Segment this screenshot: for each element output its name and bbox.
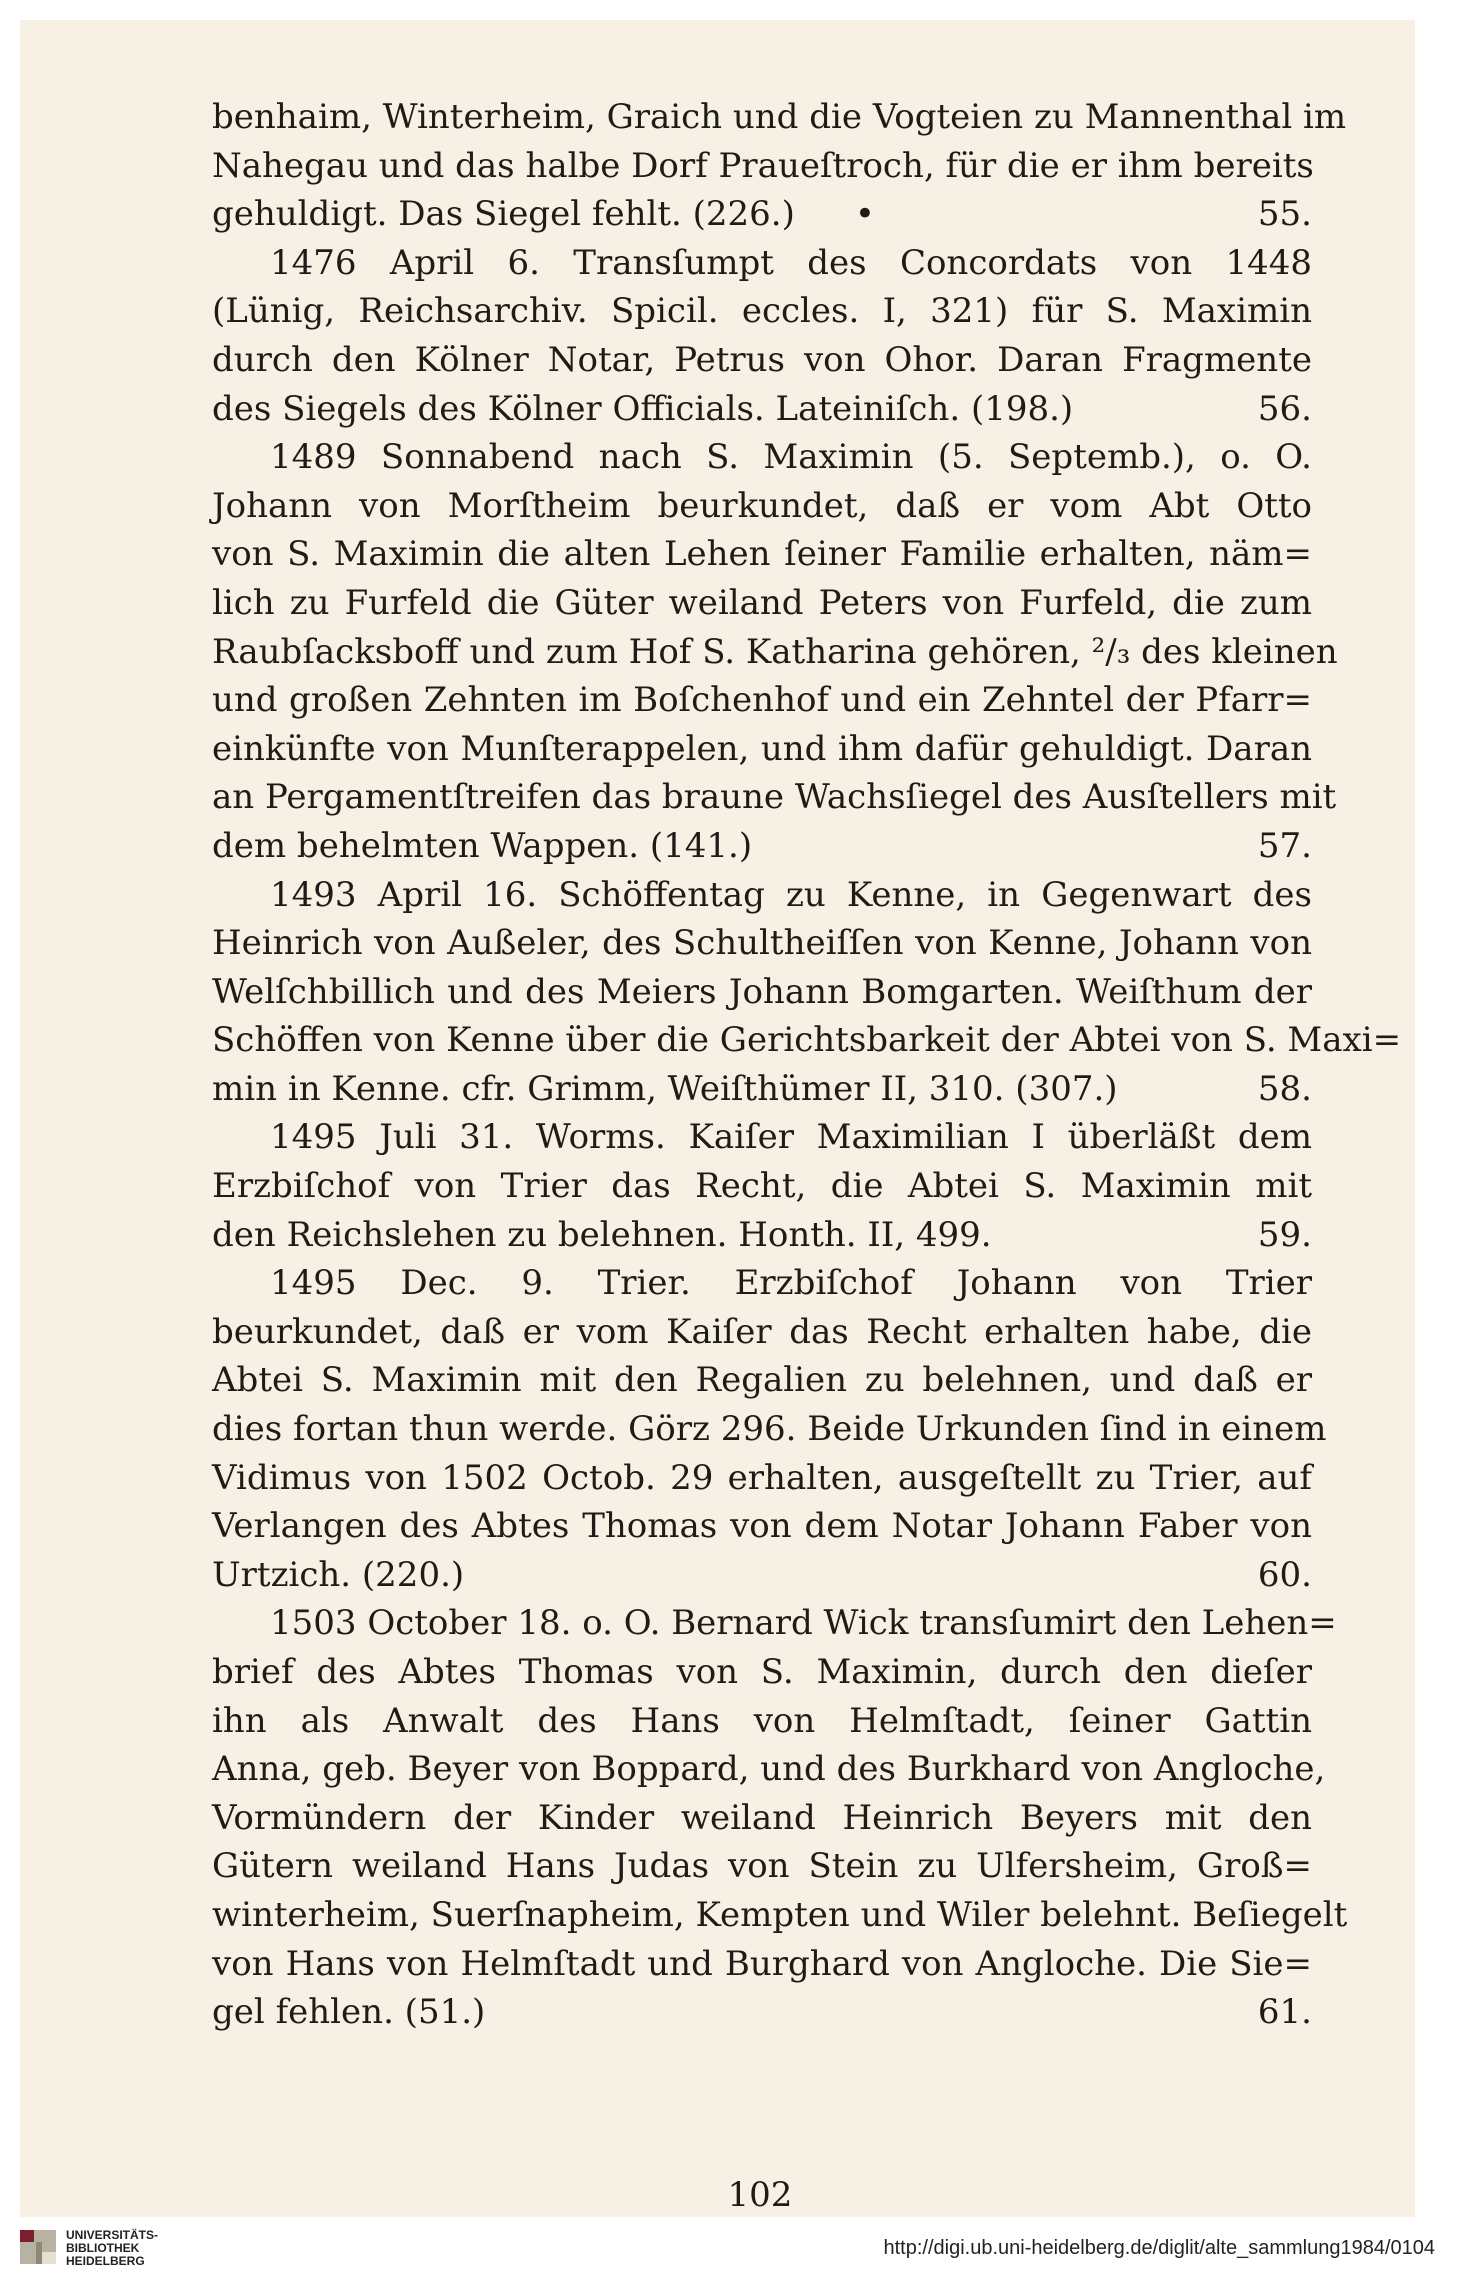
text-line: Raubſacksboff und zum Hof S. Katharina gehören, ²/₃ des kleinen <box>212 631 1338 672</box>
line-text: Urtzich. (220.) <box>212 1554 465 1595</box>
line-text: gel fehlen. (51.) <box>212 1992 486 2033</box>
entry-number: 60. <box>1257 1554 1312 1595</box>
text-line: benhaim, Winterheim, Graich und die Vogteien zu Mannenthal im <box>212 97 1347 137</box>
line-text: den Reichslehen zu belehnen. Honth. II, 499. <box>212 1214 992 1255</box>
line-text: dem behelmten Wappen. (141.) <box>212 825 753 866</box>
text-line: winterheim, Suerſnapheim, Kempten und Wiler belehnt. Beſiegelt <box>212 1894 1348 1935</box>
text-line: Vormündern der Kinder weiland Heinrich Beyers mit den <box>212 1797 1312 1838</box>
text-line: und großen Zehnten im Boſchenhof und ein Zehntel der Pfarr= <box>212 680 1312 721</box>
entry-number: 55. <box>1257 194 1312 235</box>
text-line: 1495 Dec. 9. Trier. Erzbiſchof Johann von Trier <box>270 1263 1312 1304</box>
text-line <box>212 1988 1312 2037</box>
entry-number: 56. <box>1257 388 1312 429</box>
text-line: dies fortan thun werde. Görz 296. Beide Urkunden ſind in einem <box>212 1409 1327 1450</box>
text-line <box>212 1211 1312 1260</box>
entry-number: 57. <box>1257 825 1312 866</box>
text-line <box>212 1065 1312 1114</box>
text-line: Welſchbillich und des Meiers Johann Bomgarten. Weiſthum der <box>212 971 1312 1012</box>
text-line: Nahegau und das halbe Dorf Praueſtroch, für die er ihm bereits <box>212 145 1314 186</box>
entry-number: 59. <box>1257 1214 1312 1255</box>
text-line: Abtei S. Maximin mit den Regalien zu belehnen, und daß er <box>212 1360 1312 1401</box>
line-text: gehuldigt. Das Siegel fehlt. (226.) <box>212 194 795 235</box>
text-line: brief des Abtes Thomas von S. Maximin, durch den dieſer <box>212 1652 1312 1692</box>
text-line: beurkundet, daß er vom Kaiſer das Recht erhalten habe, die <box>212 1311 1312 1352</box>
text-line: Schöffen von Kenne über die Gerichtsbarkeit der Abtei von S. Maxi= <box>212 1020 1402 1061</box>
text-line: Verlangen des Abtes Thomas von dem Notar Johann Faber von <box>212 1506 1312 1547</box>
text-line <box>212 190 1312 239</box>
text-line: 1493 April 16. Schöffentag zu Kenne, in Gegenwart des <box>270 874 1312 915</box>
text-line: 1503 October 18. o. O. Bernard Wick transſumirt den Lehen= <box>270 1603 1337 1644</box>
text-line <box>212 1551 1312 1600</box>
text-line <box>212 385 1312 434</box>
line-text: des Siegels des Kölner Officials. Lateiniſch. (198.) <box>212 388 1074 429</box>
source-url-link[interactable]: http://digi.ub.uni-heidelberg.de/diglit/alte_sammlung1984/0104 <box>883 2237 1435 2259</box>
text-line: Anna, geb. Beyer von Boppard, und des Burkhard von Angloche, <box>212 1749 1326 1790</box>
text-line: 1495 Juli 31. Worms. Kaiſer Maximilian I überläßt dem <box>270 1117 1312 1158</box>
text-line: von S. Maximin die alten Lehen ſeiner Familie erhalten, näm= <box>212 534 1312 575</box>
text-line: durch den Kölner Notar, Petrus von Ohor. Daran Fragmente <box>212 339 1312 380</box>
text-line: Vidimus von 1502 Octob. 29 erhalten, ausgeſtellt zu Trier, auf <box>212 1457 1312 1498</box>
text-line: an Pergamentſtreifen das braune Wachsſiegel des Ausſtellers mit <box>212 777 1337 818</box>
text-line: lich zu Furfeld die Güter weiland Peters von Furfeld, die zum <box>212 582 1312 623</box>
line-text: min in Kenne. cfr. Grimm, Weiſthümer II, 310. (307.) <box>212 1068 1118 1109</box>
text-line: (Lünig, Reichsarchiv. Spicil. eccles. I, 321) für S. Maximin <box>212 291 1312 332</box>
text-line: ihn als Anwalt des Hans von Helmſtadt, ſeiner Gattin <box>212 1700 1312 1741</box>
text-line: einkünfte von Munſterappelen, und ihm dafür gehuldigt. Daran <box>212 728 1312 769</box>
text-line: 1489 Sonnabend nach S. Maximin (5. Septemb.), o. O. <box>270 437 1312 478</box>
page-number: 102 <box>727 2175 793 2215</box>
bullet-mark: • <box>854 194 875 235</box>
text-line: Heinrich von Außeler, des Schultheiſſen von Kenne, Johann von <box>212 923 1312 964</box>
entry-number: 58. <box>1257 1068 1312 1109</box>
library-name-line: UNIVERSITÄTS- <box>66 2228 159 2242</box>
text-line: von Hans von Helmſtadt und Burghard von Angloche. Die Sie= <box>212 1943 1312 1984</box>
library-name <box>66 2229 158 2268</box>
entry-number: 61. <box>1257 1992 1312 2033</box>
text-line: Gütern weiland Hans Judas von Stein zu Ulfersheim, Groß= <box>212 1846 1312 1887</box>
library-name-line: HEIDELBERG <box>66 2254 145 2268</box>
page-text <box>212 93 1402 2037</box>
text-line <box>212 822 1312 871</box>
library-name-line: BIBLIOTHEK <box>66 2241 140 2255</box>
library-logo-icon <box>18 2226 58 2270</box>
text-line: Johann von Morſtheim beurkundet, daß er vom Abt Otto <box>212 485 1312 526</box>
text-line: Erzbiſchof von Trier das Recht, die Abtei S. Maximin mit <box>212 1166 1312 1207</box>
text-line: 1476 April 6. Transſumpt des Concordats von 1448 <box>270 242 1312 283</box>
